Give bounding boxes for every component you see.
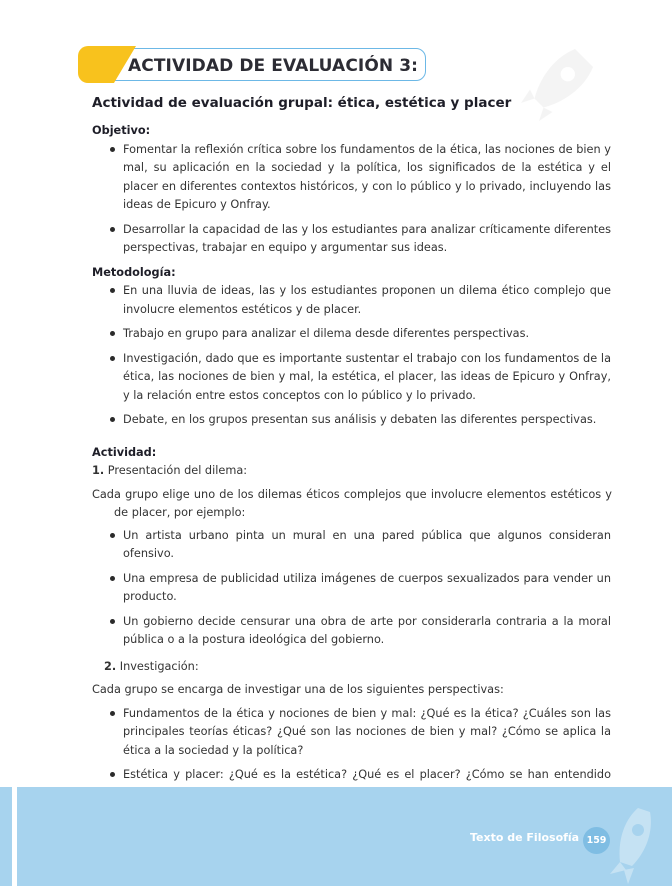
section-title: ACTIVIDAD DE EVALUACIÓN 3: — [128, 56, 419, 76]
list-item: Fomentar la reflexión crítica sobre los fundamentos de la ética, las nociones de bien y mal, su aplicación en la sociedad y la política, los significados de la estética y el placer en diferentes contextos históricos, y con lo público y lo privado, incluyendo las ideas de Epicuro y Onfray. — [92, 141, 612, 215]
metodologia-heading: Metodología: — [92, 265, 176, 279]
step1-intro: Cada grupo elige uno de los dilemas éticos complejos que involucre elementos estéticos y de placer, por ejemplo: — [92, 487, 612, 519]
objetivo-list — [92, 141, 612, 258]
page-number: 159 — [586, 835, 607, 846]
footer-stripe — [12, 787, 17, 886]
step2-title — [104, 658, 612, 677]
page-content — [92, 122, 612, 828]
list-item: Un gobierno decide censurar una obra de arte por considerarla contraria a la moral pública o a la postura ideológica del gobierno. — [92, 613, 612, 650]
step1-label: Presentación del dilema: — [107, 464, 248, 477]
step1-number: 1. — [92, 464, 105, 477]
step2-number: 2. — [104, 659, 117, 673]
book-title: Texto de Filosofía — [470, 831, 580, 844]
rocket-watermark-icon — [512, 40, 602, 130]
list-item: Desarrollar la capacidad de las y los estudiantes para analizar críticamente diferentes perspectivas, trabajar en equipo y argumentar sus ideas. — [92, 221, 612, 258]
page-number-badge — [583, 827, 610, 854]
objetivo-heading: Objetivo: — [92, 124, 151, 137]
list-item: En una lluvia de ideas, las y los estudiantes proponen un dilema ético complejo que involucre elementos estéticos y de placer. — [92, 282, 612, 319]
list-item: Estética y placer: ¿Qué es la estética? ¿Qué es el placer? ¿Cómo se han entendido — [92, 766, 612, 822]
activity-title: Actividad de evaluación grupal: ética, estética y placer — [92, 95, 512, 111]
step2-label: Investigación: — [119, 659, 199, 673]
list-item: Investigación, dado que es importante sustentar el trabajo con los fundamentos de la ética, las nociones de bien y mal, la estética, el placer, las ideas de Epicuro y Onfray, y la relación entre estos conceptos con lo público y lo privado. — [92, 350, 612, 406]
list-item: Una empresa de publicidad utiliza imágenes de cuerpos sexualizados para vender un producto. — [92, 570, 612, 607]
step1-title — [92, 462, 612, 481]
list-item: Debate, en los grupos presentan sus análisis y debaten las diferentes perspectivas. — [92, 411, 612, 430]
list-item: Fundamentos de la ética y nociones de bien y mal: ¿Qué es la ética? ¿Cuáles son las principales teorías éticas? ¿Qué son las nociones de bien y mal? ¿Cómo se aplica la ética a la sociedad y la política? — [92, 705, 612, 761]
list-item: Trabajo en grupo para analizar el dilema desde diferentes perspectivas. — [92, 325, 612, 344]
step1-list — [92, 527, 612, 650]
list-item: Un artista urbano pinta un mural en una pared pública que algunos consideran ofensivo. — [92, 527, 612, 564]
step2-intro: Cada grupo se encarga de investigar una de los siguientes perspectivas: — [92, 683, 504, 696]
actividad-heading: Actividad: — [92, 445, 157, 459]
metodologia-list — [92, 282, 612, 430]
